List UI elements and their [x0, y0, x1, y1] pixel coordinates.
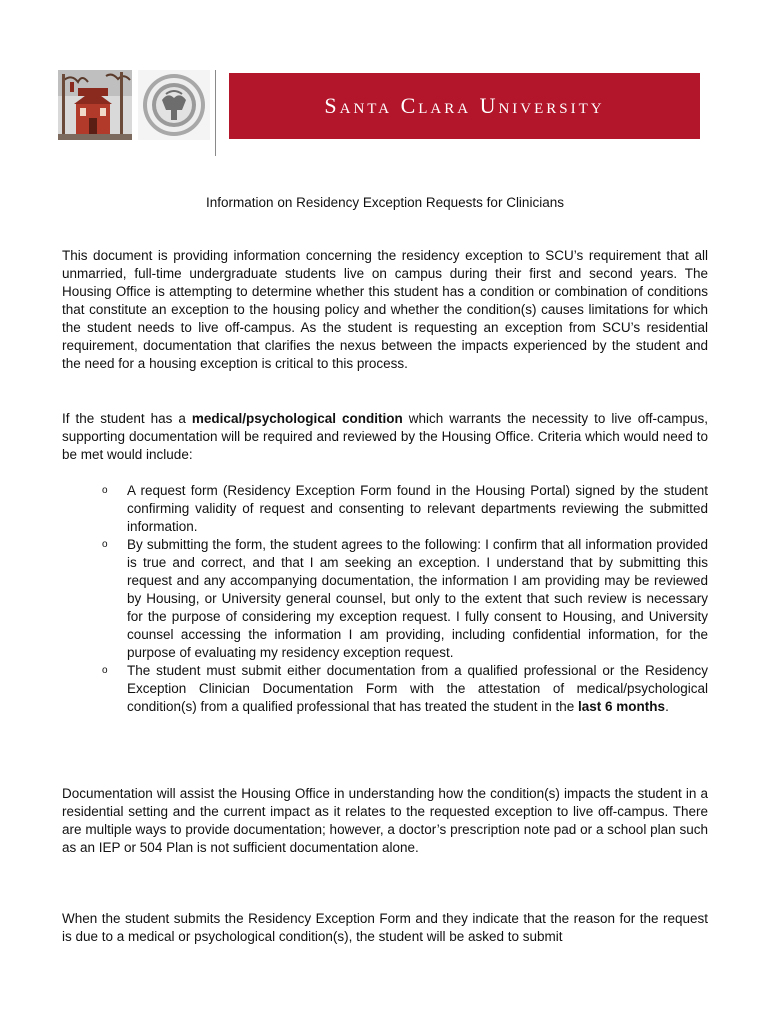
paragraph-text-segment: If the student has a	[62, 411, 192, 426]
paragraph-submission-text: When the student submits the Residency Exception Form and they indicate that the reason for the request is due to a medical or psychological condition(s), the student will be asked to submit	[62, 911, 708, 944]
document-title: Information on Residency Exception Requests for Clinicians	[206, 195, 564, 210]
paragraph-documentation	[62, 785, 708, 857]
bullet-icon: o	[102, 485, 108, 496]
university-seal-image	[138, 70, 210, 140]
header-divider	[215, 70, 216, 156]
list-item	[102, 536, 708, 662]
bullet-icon: o	[102, 539, 108, 550]
bold-last-6-months: last 6 months	[578, 699, 666, 714]
criteria-list	[102, 482, 708, 716]
list-item	[102, 482, 708, 536]
paragraph-text-segment: which warrants the necessity to live off-campus, supporting documentation will be required and reviewed by the Housing Office. Criteria which would need to be met would include:	[62, 411, 708, 462]
list-item	[102, 662, 708, 716]
paragraph-intro-text: This document is providing information concerning the residency exception to SCU’s requirement that all unmarried, full-time undergraduate students live on campus during their first and second years. The Housing Office is attempting to determine whether this student has a condition or combination of conditions that constitute an exception to the housing policy and whether the condition(s) causes limitations for which the student needs to live off-campus. As the student is requesting an exception from SCU’s residential requirement, documentation that clarifies the nexus between the impacts experienced by the student and the need for a housing exception is critical to this process.	[62, 248, 708, 371]
mission-church-image	[58, 70, 132, 140]
university-banner	[229, 73, 700, 139]
paragraph-medical-condition	[62, 410, 708, 464]
criteria-text	[127, 663, 708, 714]
page-header	[58, 70, 703, 156]
bullet-icon: o	[102, 665, 108, 676]
criteria-text-segment: The student must submit either documentation from a qualified professional or the Residency Exception Clinician Documentation Form with the attestation of medical/psychological condition(s) from a qualified professional that has treated the student in the	[127, 663, 708, 714]
paragraph-submission	[62, 910, 708, 946]
paragraph-documentation-text: Documentation will assist the Housing Office in understanding how the condition(s) impacts the student in a residential setting and the current impact as it relates to the requested exception to live off-campus. There are multiple ways to provide documentation; however, a doctor’s prescription note pad or a school plan such as an IEP or 504 Plan is not sufficient documentation alone.	[62, 786, 708, 855]
university-name: Santa Clara University	[324, 93, 605, 118]
criteria-text: A request form (Residency Exception Form found in the Housing Portal) signed by the student confirming validity of request and consenting to relevant departments reviewing the submitted information.	[127, 483, 708, 534]
criteria-text-segment: .	[665, 699, 669, 714]
paragraph-medical-condition-text	[62, 410, 708, 464]
bold-medical-condition: medical/psychological condition	[191, 411, 403, 426]
criteria-text: By submitting the form, the student agrees to the following: I confirm that all information provided is true and correct, and that I am seeking an exception. I understand that by submitting this request and any accompanying documentation, the information I am providing may be reviewed by Housing, or University general counsel, but only to the extent that such review is necessary for the purpose of considering my exception request. I fully consent to Housing, and University counsel accessing the information I am providing, including confidential information, for the purpose of evaluating my residency exception request.	[127, 537, 708, 660]
paragraph-intro	[62, 247, 708, 373]
